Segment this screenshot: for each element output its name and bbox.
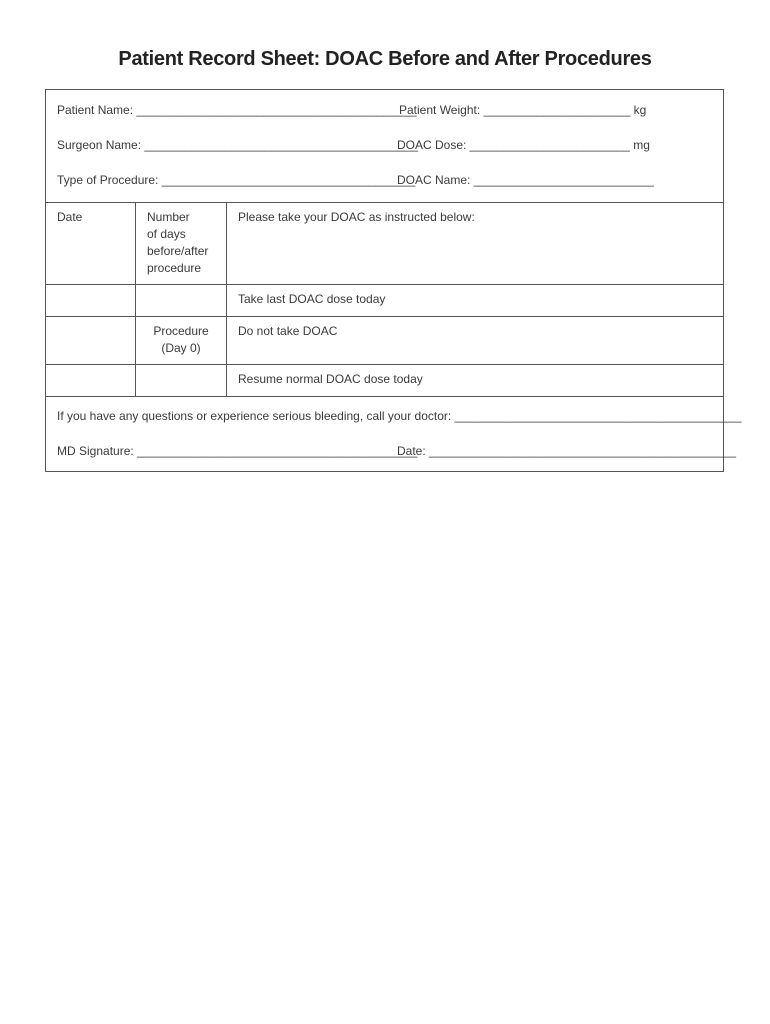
doac-dose-field[interactable]: DOAC Dose: ________________________ mg bbox=[397, 138, 650, 152]
row-2-days-cell: Procedure (Day 0) bbox=[153, 324, 209, 355]
doac-name-field[interactable]: DOAC Name: ___________________________ bbox=[397, 173, 654, 187]
date-column-header: Date bbox=[57, 210, 83, 224]
column-divider bbox=[135, 202, 136, 396]
divider bbox=[46, 364, 723, 365]
row-1-instruction: Take last DOAC dose today bbox=[238, 292, 386, 306]
surgeon-name-field[interactable]: Surgeon Name: _________________________________________ bbox=[57, 138, 419, 152]
days-column-header: Number of days before/after procedure bbox=[147, 210, 209, 275]
md-signature-field[interactable]: MD Signature: __________________________________________ bbox=[57, 444, 418, 458]
patient-weight-field[interactable]: Patient Weight: ______________________ kg bbox=[399, 103, 647, 117]
divider bbox=[46, 316, 723, 317]
procedure-type-field[interactable]: Type of Procedure: ______________________________________ bbox=[57, 173, 416, 187]
signature-date-field[interactable]: Date: ______________________________________________ bbox=[397, 444, 737, 458]
instructions-column-header: Please take your DOAC as instructed below: bbox=[238, 210, 475, 224]
divider bbox=[46, 202, 723, 203]
page-title: Patient Record Sheet: DOAC Before and After Procedures bbox=[118, 48, 652, 70]
row-2-instruction: Do not take DOAC bbox=[238, 324, 338, 338]
row-3-instruction: Resume normal DOAC dose today bbox=[238, 372, 423, 386]
divider bbox=[46, 284, 723, 285]
record-sheet bbox=[45, 89, 742, 472]
divider bbox=[46, 396, 723, 397]
column-divider bbox=[226, 202, 227, 396]
patient-name-field[interactable]: Patient Name: __________________________________________ bbox=[57, 103, 417, 117]
doctor-contact-field[interactable]: If you have any questions or experience serious bleeding, call your doctor: ___________________________________________ bbox=[57, 409, 742, 423]
